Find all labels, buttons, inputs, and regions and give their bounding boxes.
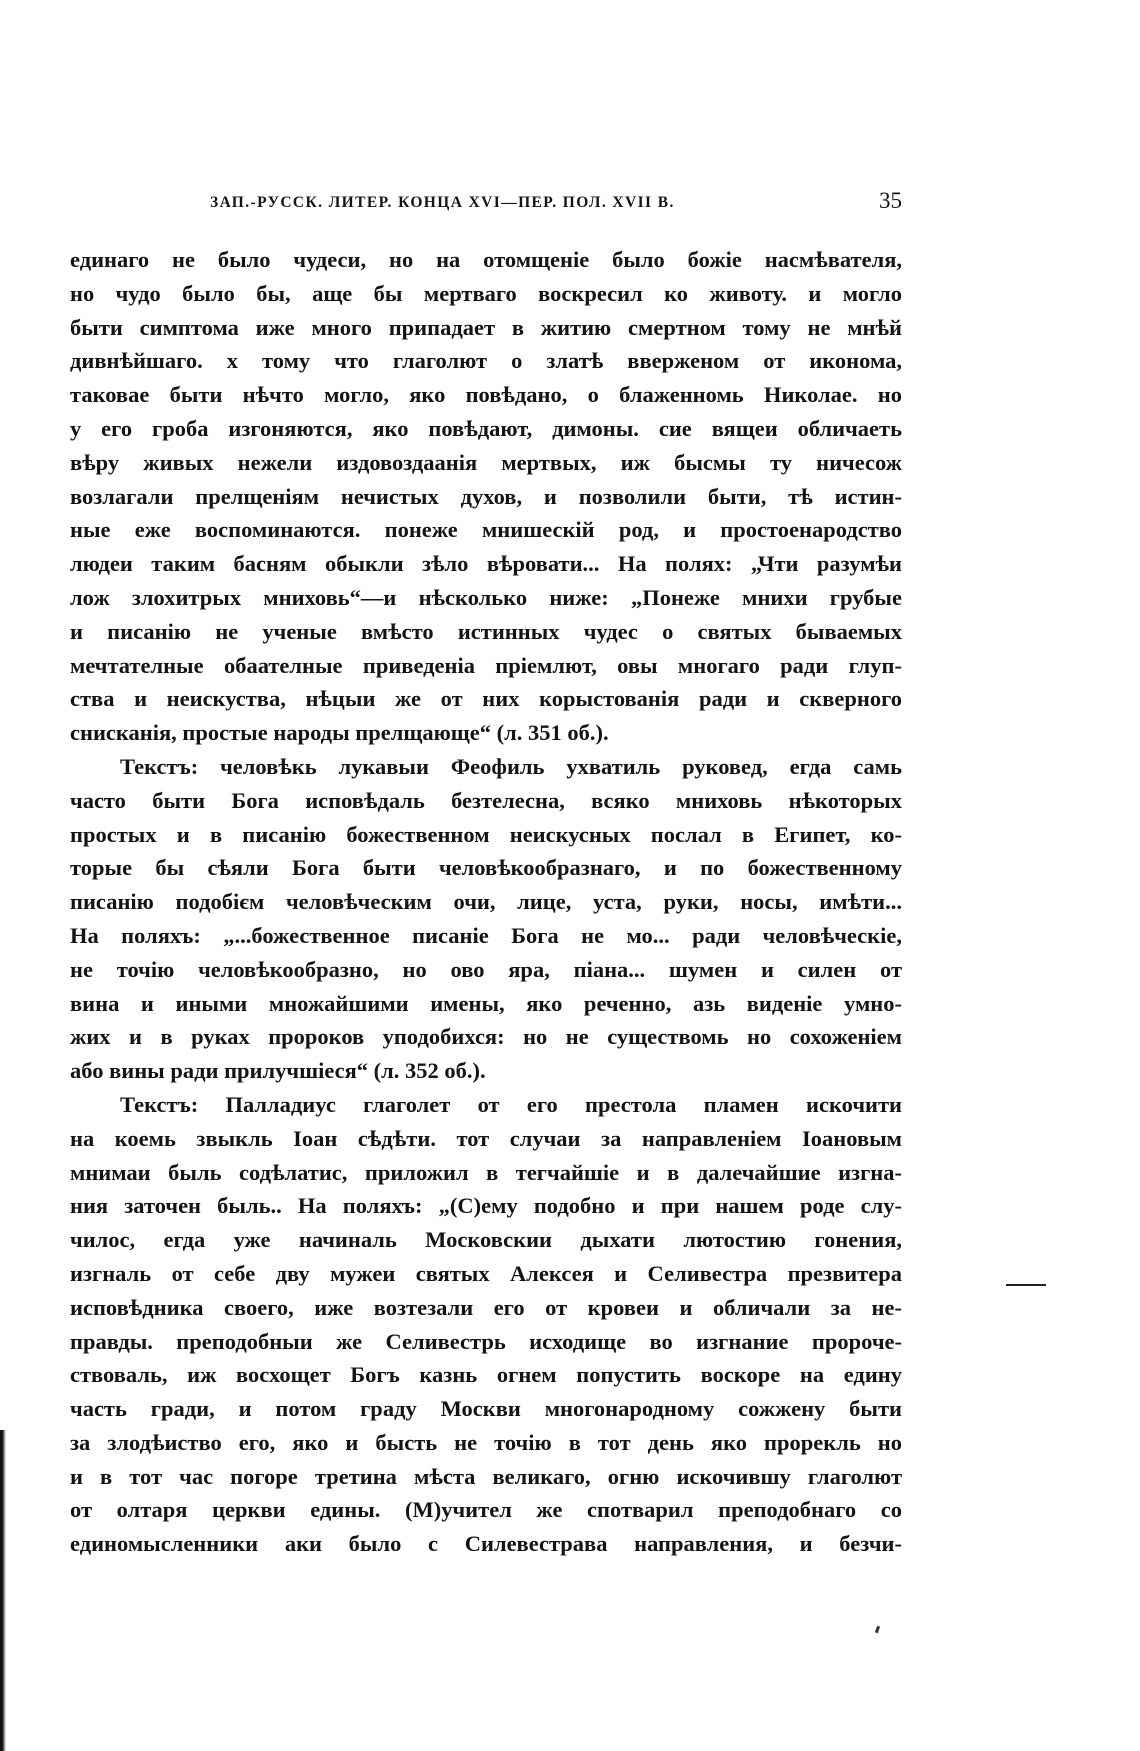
ink-speck xyxy=(875,1626,880,1634)
text-line: або вины ради прилучшіеся“ (л. 352 об.). xyxy=(70,1058,486,1084)
text-line: вѣру живых нежели издовоздаанія мертвых, иж бысмы ту ничесож xyxy=(70,449,902,475)
text-line: людеи таким басням обыкли зѣло вѣровати... На полях: „Чти разумѣи xyxy=(70,551,902,577)
text-line: часть гради, и потом граду Москви многонародному сожжену быти xyxy=(70,1396,902,1422)
text-line: чилос, егда уже начиналь Московскии дыхати лютостию гонения, xyxy=(70,1227,902,1253)
text-line: Текстъ: Палладиус глаголет от его престола пламен искочити xyxy=(120,1091,902,1117)
text-line: у его гроба изгоняются, яко повѣдают, димоны. сие вящеи обличаеть xyxy=(70,415,902,441)
text-line: единаго не было чудеси, но на отомщеніе было божіе насмѣвателя, xyxy=(70,247,902,272)
text-line: возлагали прелщеніям нечистых духов, и позволили быти, тѣ истин- xyxy=(70,483,902,509)
text-line: на коемь звыкль Іоан сѣдѣти. тот случаи за направленіем Іоановым xyxy=(70,1125,902,1151)
scan-edge-shadow xyxy=(0,1430,6,1751)
text-line: ния заточен быль.. На поляхъ: „(С)ему подобно и при нашем роде слу- xyxy=(70,1193,902,1219)
text-line: и в тот час погоре третина мѣста великаго, огню искочившу глаголют xyxy=(70,1463,902,1489)
page-number: 35 xyxy=(879,188,902,213)
text-line: исповѣдника своего, иже возтезали его от кровеи и обличали за не- xyxy=(70,1294,902,1320)
margin-mark xyxy=(1006,1284,1046,1286)
text-line: правды. преподобныи же Селивестрь исходище во изгнание пророче- xyxy=(70,1328,902,1354)
running-head: ЗАП.-РУССК. ЛИТЕР. КОНЦА XVI—ПЕР. ПОЛ. XVII В. xyxy=(210,194,675,211)
text-line: за злодѣиство его, яко и бысть не точію в тот день яко прорекль но xyxy=(70,1429,902,1455)
text-line: изгналь от себе дву мужеи святых Алексея и Селивестра презвитера xyxy=(70,1260,902,1286)
text-line: не точію человѣкообразно, но ово яра, піана... шумен и силен от xyxy=(70,956,902,982)
text-line: мечтателные обаателные приведеніа пріемлют, овы многаго ради глуп- xyxy=(70,652,902,678)
text-line: На поляхъ: „...божественное писаніе Бога не мо... ради человѣческіе, xyxy=(70,922,902,948)
text-line: ствоваль, иж восхощет Богъ казнь огнем попустить воскоре на едину xyxy=(70,1362,902,1388)
text-line: быти симптома иже много припадает в житию смертном тому не мнѣй xyxy=(70,314,902,340)
text-line: часто быти Бога исповѣдаль безтелесна, всяко мниховь нѣкоторых xyxy=(70,787,902,813)
text-line: жих и в руках пророков уподобихся: но не существомь но сохоженіем xyxy=(70,1024,902,1050)
page-header xyxy=(210,188,902,218)
text-line: простых и в писанію божественном неискусных послал в Египет, ко- xyxy=(70,821,902,847)
text-line: Текстъ: человѣкь лукавыи Феофиль ухватиль руковед, егда самь xyxy=(120,753,902,779)
text-line: лож злохитрых мниховь“—и нѣсколько ниже: „Понеже мнихи грубые xyxy=(70,584,902,610)
text-line: мнимаи быль содѣлатис, приложил в тегчайшіе и в далечайшие изгна- xyxy=(70,1159,902,1185)
text-line: торые бы сѣяли Бога быти человѣкообразнаго, и по божественному xyxy=(70,855,902,881)
body-text xyxy=(70,243,902,1561)
text-line: ные еже воспоминаются. понеже мнишескій род, и простоенародство xyxy=(70,517,902,543)
text-line: но чудо было бы, аще бы мертваго воскресил ко животу. и могло xyxy=(70,280,902,306)
text-line: ства и неискуства, нѣцыи же от них корыстованія ради и скверного xyxy=(70,686,902,712)
text-line: от олтаря церкви едины. (М)учител же спотварил преподобнаго со xyxy=(70,1497,902,1523)
text-line: снисканія, простые народы прелщающе“ (л. 351 об.). xyxy=(70,720,609,746)
text-line: единомысленники аки было с Силевестрава направления, и безчи- xyxy=(70,1531,902,1557)
text-line: писанію подобієм человѣческим очи, лице, уста, руки, носы, имѣти... xyxy=(70,889,902,915)
text-line: дивнѣйшаго. х тому что глаголют о златѣ вверженом от иконома, xyxy=(70,348,902,374)
text-line: таковае быти нѣчто могло, яко повѣдано, о блаженномь Николае. но xyxy=(70,382,902,408)
text-line: и писанію не ученые вмѣсто истинных чудес о святых бываемых xyxy=(70,618,902,644)
text-line: вина и иными множайшими имены, яко реченно, азь виденіе умно- xyxy=(70,990,902,1016)
